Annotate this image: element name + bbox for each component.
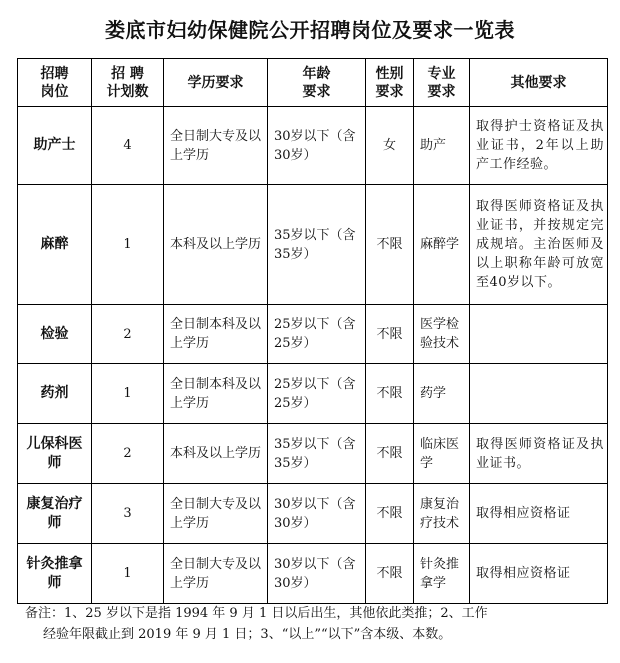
header-other: 其他要求	[470, 59, 608, 107]
footnote-line-2: 经验年限截止到 2019 年 9 月 1 日；3、“以上”“以下”含本级、本数。	[43, 627, 452, 642]
header-age: 年龄 要求	[268, 59, 366, 107]
cell-count: 1	[92, 544, 164, 604]
cell-major: 针灸推拿学	[414, 544, 470, 604]
cell-education: 全日制本科及以上学历	[164, 364, 268, 424]
cell-gender: 女	[366, 107, 414, 185]
cell-gender: 不限	[366, 544, 414, 604]
table-header-row	[18, 59, 608, 107]
recruitment-table	[17, 58, 608, 604]
cell-education: 本科及以上学历	[164, 424, 268, 484]
cell-education: 全日制大专及以上学历	[164, 484, 268, 544]
cell-post: 儿保科医师	[18, 424, 92, 484]
cell-education: 本科及以上学历	[164, 185, 268, 305]
table-row	[18, 424, 608, 484]
cell-other	[470, 364, 608, 424]
cell-age: 25岁以下（含25岁）	[268, 364, 366, 424]
cell-education: 全日制本科及以上学历	[164, 305, 268, 364]
footnote-line-1: 备注：1、25 岁以下是指 1994 年 9 月 1 日以后出生，其他依此类推；2、工作	[25, 606, 488, 621]
cell-education: 全日制大专及以上学历	[164, 544, 268, 604]
cell-major: 医学检验技术	[414, 305, 470, 364]
cell-count: 2	[92, 305, 164, 364]
cell-count: 1	[92, 364, 164, 424]
cell-other	[470, 305, 608, 364]
page-title: 娄底市妇幼保健院公开招聘岗位及要求一览表	[105, 18, 515, 42]
cell-other: 取得医师资格证及执业证书。	[470, 424, 608, 484]
cell-major: 麻醉学	[414, 185, 470, 305]
cell-age: 30岁以下（含30岁）	[268, 544, 366, 604]
cell-count: 2	[92, 424, 164, 484]
header-post: 招聘 岗位	[18, 59, 92, 107]
header-education: 学历要求	[164, 59, 268, 107]
header-count: 招 聘 计划数	[92, 59, 164, 107]
cell-other: 取得医师资格证及执业证书，并按规定完成规培。主治医师及以上职称年龄可放宽至40岁以下。	[470, 185, 608, 305]
cell-major: 助产	[414, 107, 470, 185]
table-row	[18, 305, 608, 364]
cell-post: 针灸推拿师	[18, 544, 92, 604]
table-row	[18, 364, 608, 424]
cell-post: 麻醉	[18, 185, 92, 305]
cell-gender: 不限	[366, 484, 414, 544]
cell-count: 3	[92, 484, 164, 544]
cell-age: 30岁以下（含30岁）	[268, 484, 366, 544]
cell-post: 检验	[18, 305, 92, 364]
table-row	[18, 484, 608, 544]
cell-major: 康复治疗技术	[414, 484, 470, 544]
cell-major: 药学	[414, 364, 470, 424]
cell-other: 取得护士资格证及执业证书，2年以上助产工作经验。	[470, 107, 608, 185]
cell-other: 取得相应资格证	[470, 544, 608, 604]
footnote	[25, 603, 595, 645]
cell-gender: 不限	[366, 364, 414, 424]
cell-post: 康复治疗师	[18, 484, 92, 544]
cell-gender: 不限	[366, 424, 414, 484]
cell-post: 助产士	[18, 107, 92, 185]
cell-gender: 不限	[366, 185, 414, 305]
cell-major: 临床医学	[414, 424, 470, 484]
cell-age: 30岁以下（含30岁）	[268, 107, 366, 185]
cell-gender: 不限	[366, 305, 414, 364]
table-row	[18, 544, 608, 604]
table-row	[18, 107, 608, 185]
cell-age: 25岁以下（含25岁）	[268, 305, 366, 364]
cell-age: 35岁以下（含35岁）	[268, 424, 366, 484]
cell-post: 药剂	[18, 364, 92, 424]
cell-count: 4	[92, 107, 164, 185]
header-major: 专业 要求	[414, 59, 470, 107]
header-gender: 性别 要求	[366, 59, 414, 107]
cell-education: 全日制大专及以上学历	[164, 107, 268, 185]
cell-age: 35岁以下（含35岁）	[268, 185, 366, 305]
table-row	[18, 185, 608, 305]
cell-count: 1	[92, 185, 164, 305]
cell-other: 取得相应资格证	[470, 484, 608, 544]
